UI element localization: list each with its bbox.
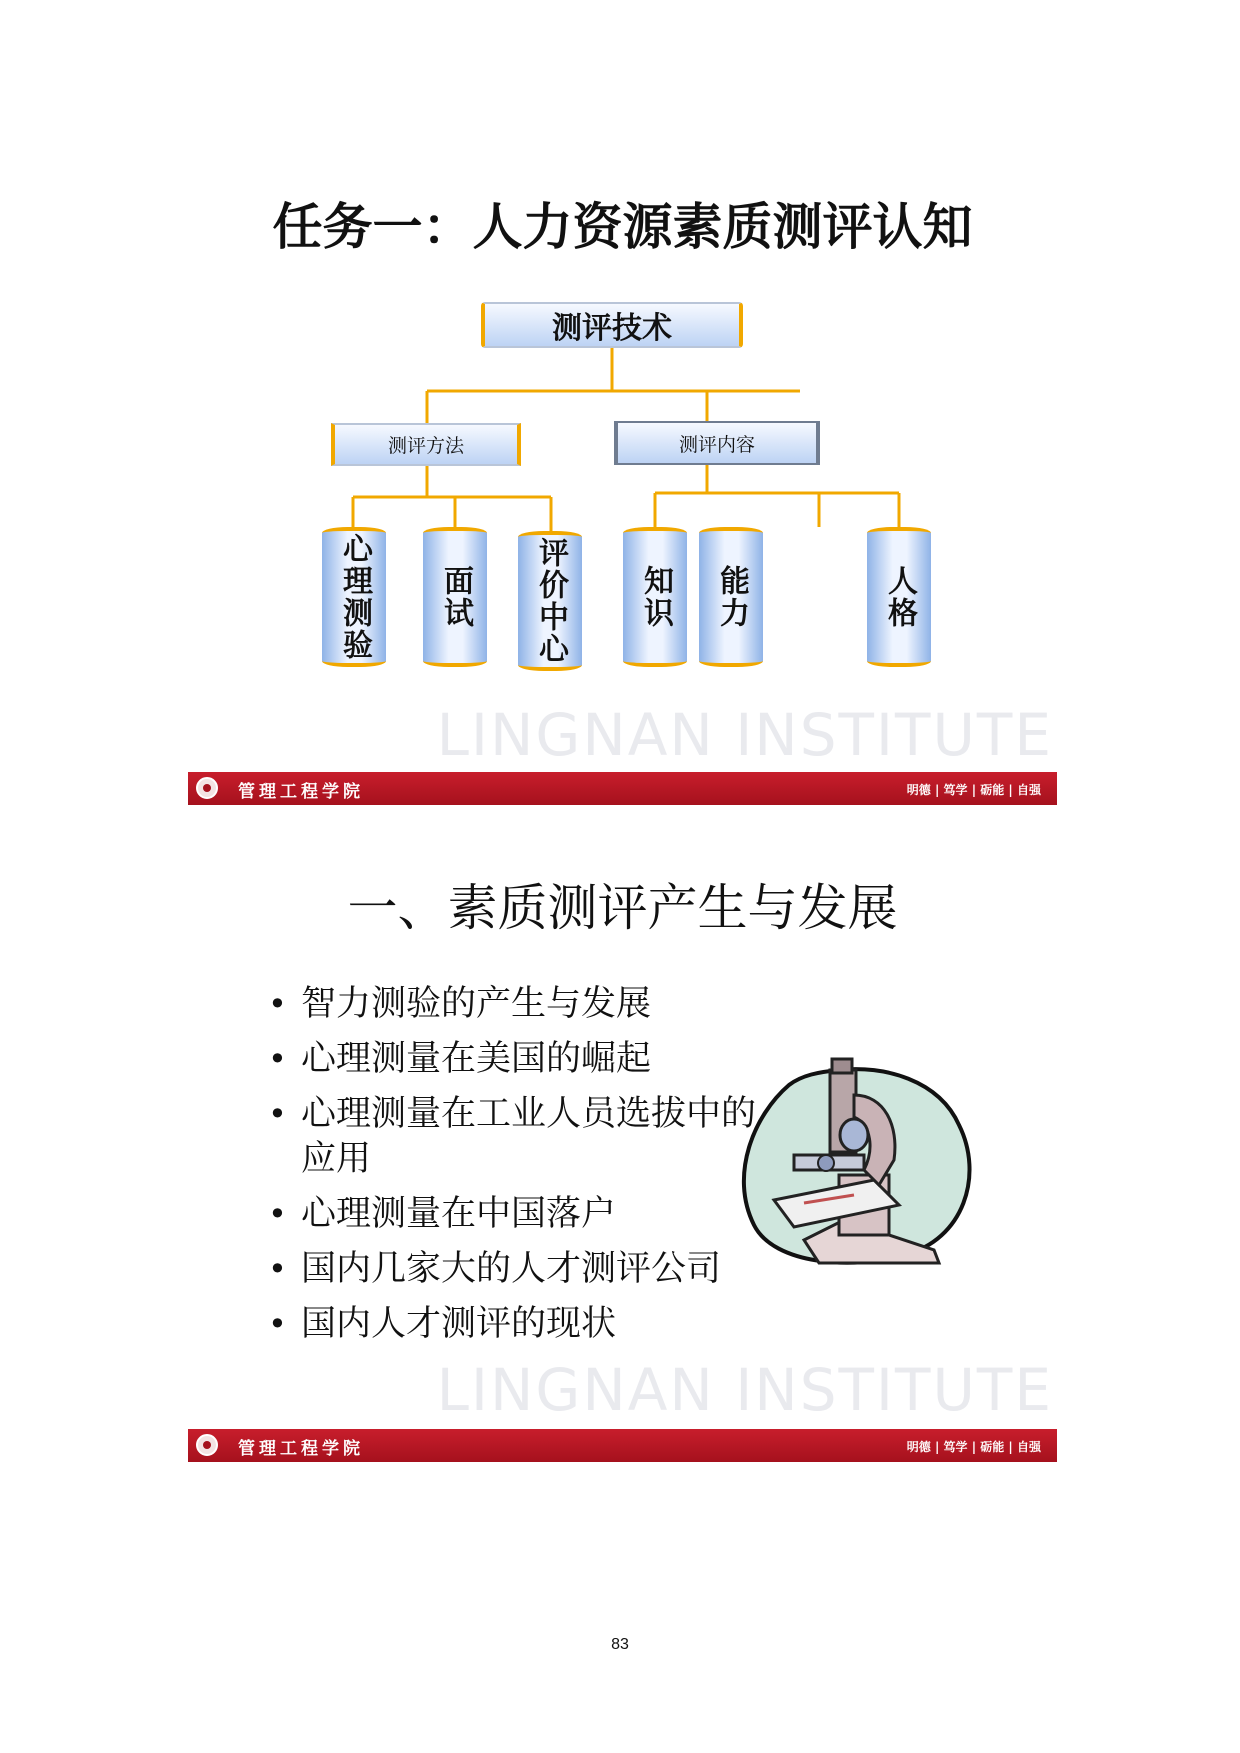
slide-1	[188, 175, 1057, 805]
leaf-label: 能力	[714, 565, 749, 629]
bullet-list	[268, 982, 788, 1357]
footer-bar	[188, 772, 1057, 805]
list-item: • 心理测量在美国的崛起	[268, 1037, 788, 1082]
chart-content-node	[614, 421, 820, 465]
chart-leaf-assessment-center	[518, 531, 582, 671]
slide-title: 任务一：人力资源素质测评认知	[272, 197, 973, 256]
watermark: LINGNAN INSTITUTE	[436, 701, 1053, 769]
chart-leaf-knowledge	[623, 527, 687, 667]
slide-2	[188, 830, 1057, 1462]
leaf-label: 评价中心	[533, 537, 568, 665]
school-name: 管理工程学院	[238, 1439, 364, 1459]
chart-leaf-ability	[699, 527, 763, 667]
list-item: • 国内几家大的人才测评公司	[268, 1247, 788, 1292]
content-label: 测评内容	[678, 433, 755, 456]
school-name: 管理工程学院	[238, 782, 364, 802]
list-item: • 智力测验的产生与发展	[268, 982, 788, 1027]
page-number: 83	[611, 1636, 629, 1653]
chart-leaf-psych-test	[322, 527, 386, 667]
footer-bar	[188, 1429, 1057, 1462]
school-emblem-icon	[196, 777, 218, 799]
leaf-label: 心理测验	[337, 533, 372, 661]
leaf-label: 人格	[882, 565, 917, 629]
chart-leaf-interview	[423, 527, 487, 667]
school-motto: 明德 | 笃学 | 砺能 | 自强	[906, 783, 1041, 797]
list-item: • 心理测量在中国落户	[268, 1192, 788, 1237]
school-motto: 明德 | 笃学 | 砺能 | 自强	[906, 1440, 1041, 1454]
watermark: LINGNAN INSTITUTE	[436, 1356, 1053, 1424]
list-item: • 心理测量在工业人员选拔中的应用	[268, 1092, 788, 1182]
leaf-label: 知识	[638, 565, 673, 629]
leaf-label: 面试	[438, 565, 473, 629]
list-item: • 国内人才测评的现状	[268, 1302, 788, 1347]
microscope-icon	[734, 1055, 979, 1270]
method-label: 测评方法	[387, 435, 464, 457]
chart-leaf-personality	[867, 527, 931, 667]
chart-root-node	[481, 302, 743, 348]
root-label: 测评技术	[552, 311, 672, 346]
chart-method-node	[331, 423, 521, 466]
school-emblem-icon	[196, 1434, 218, 1456]
slide-title: 一、素质测评产生与发展	[347, 879, 898, 937]
